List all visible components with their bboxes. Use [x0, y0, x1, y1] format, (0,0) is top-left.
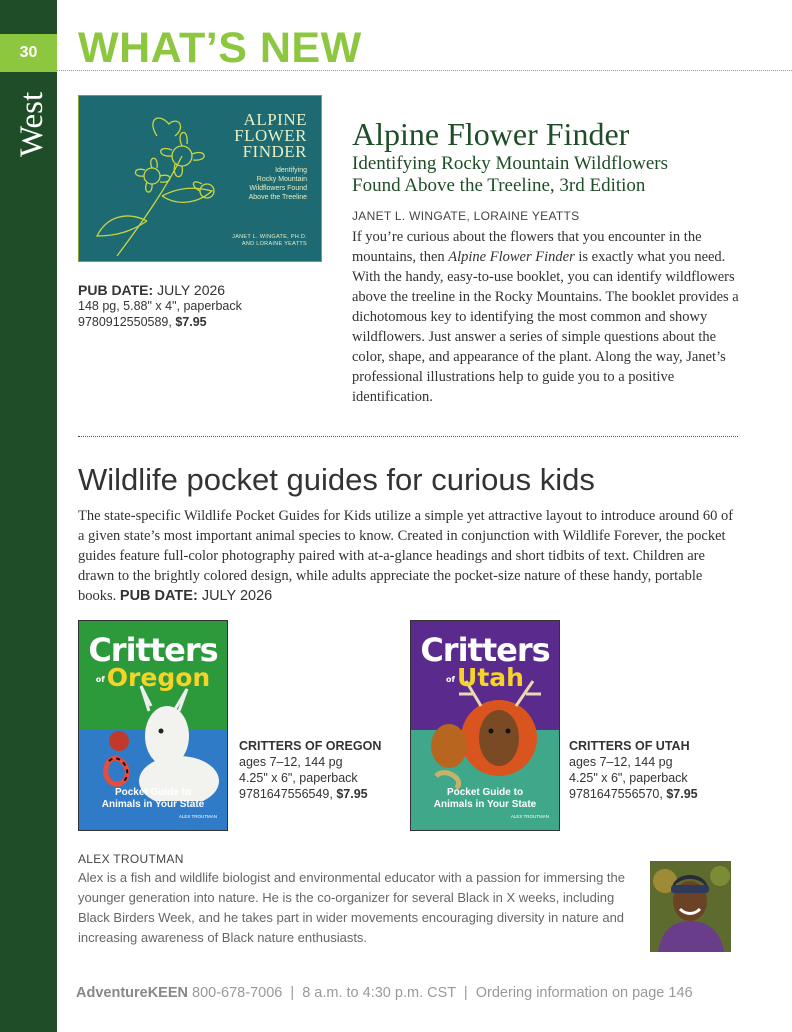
series-description: The state-specific Wildlife Pocket Guides for Kids utilize a simple yet attractive layout to introduce around 60 of a given state’s most important animal species to know. Created in conjunction with Wildlife Forever, the pocket guides feature full-color photography paired with at-a-glance headings and short tidbits of text. Children are drawn to the brightly colored design, while adults appreciate the pocket-size nature of these handy, portable books. PUB DATE: JULY 2026	[78, 508, 734, 604]
book-isbn: 9780912550589,	[78, 315, 172, 329]
oregon-book-info	[239, 738, 381, 802]
cover-title-critters: Critters	[88, 631, 218, 669]
cover-author: ALEX TROUTMAN	[178, 814, 217, 819]
header-divider	[57, 70, 792, 71]
critters-of-oregon-cover[interactable]	[78, 620, 228, 831]
book-specs: 4.25" x 6", paperback	[569, 771, 688, 785]
footer-contact: 800-678-7006 | 8 a.m. to 4:30 p.m. CST | Ordering information on page 146	[188, 985, 693, 1001]
book-price: $7.95	[175, 315, 207, 329]
cover-title-critters: Critters	[420, 631, 550, 669]
flower-illustration-icon	[87, 96, 237, 262]
cover-title: ALPINE FLOWER FINDER	[234, 110, 307, 161]
cover-author: ALEX TROUTMAN	[510, 814, 549, 819]
feature-book-description: If you’re curious about the flowers that you encounter in the mountains, then Alpine Flower Finder is exactly what you need. With the handy, easy-to-use booklet, you can identify wildflowers above the treeline in the Rocky Mountains. The booklet provides a dichotomous key to identifying the most common and showy wildflowers. Just answer a series of simple questions about the color, shape, and appearance of the plant. Along the way, Janet’s professional illustrations help to guide you to a positive identification.	[352, 229, 739, 405]
book-title: CRITTERS OF UTAH	[569, 739, 690, 753]
author-portrait-icon	[650, 861, 731, 952]
book-ages: ages 7–12, 144 pg	[239, 755, 343, 769]
cover-state: ofOregon	[95, 663, 211, 692]
footer-brand: AdventureKEEN	[76, 985, 188, 1001]
author-photo	[650, 861, 731, 952]
book-ages: ages 7–12, 144 pg	[569, 755, 673, 769]
region-label: West	[14, 91, 50, 157]
cover-tagline: Pocket Guide to Animals in Your State	[433, 787, 537, 810]
author-name: ALEX TROUTMAN	[78, 852, 184, 866]
book-isbn: 9781647556549,	[239, 787, 333, 801]
pub-date-label: PUB DATE:	[78, 282, 154, 298]
cover-subtitle: Identifying Rocky Mountain Wildflowers Found Above the Treeline	[248, 167, 307, 201]
feature-book-subtitle: Identifying Rocky Mountain Wildflowers Found Above the Treeline, 3rd Edition	[352, 153, 669, 196]
feature-book-title: Alpine Flower Finder	[352, 116, 630, 152]
section-divider	[78, 436, 738, 437]
book-title: CRITTERS OF OREGON	[239, 739, 382, 753]
book-isbn: 9781647556570,	[569, 787, 663, 801]
section-title: WHAT’S NEW	[78, 24, 362, 72]
page-footer	[76, 985, 693, 1001]
series-heading: Wildlife pocket guides for curious kids	[78, 462, 595, 497]
book-price: $7.95	[666, 787, 698, 801]
page-number: 30	[0, 34, 57, 72]
cover-tagline: Pocket Guide to Animals in Your State	[101, 787, 205, 810]
book-specs: 148 pg, 5.88" x 4", paperback	[78, 299, 242, 313]
feature-book-authors: JANET L. WINGATE, LORAINE YEATTS	[352, 209, 580, 223]
critters-of-utah-cover[interactable]	[410, 620, 560, 831]
feature-book-pubinfo	[78, 282, 242, 330]
alpine-flower-finder-cover[interactable]	[78, 95, 322, 262]
elk-icon	[411, 676, 560, 796]
cover-state: ofUtah	[446, 663, 524, 692]
book-specs: 4.25" x 6", paperback	[239, 771, 358, 785]
cover-authors: JANET L. WINGATE, PH.D. AND LORAINE YEATTS	[232, 234, 307, 247]
book-price: $7.95	[336, 787, 368, 801]
pub-date: JULY 2026	[157, 282, 226, 298]
mountain-goat-icon	[79, 681, 228, 801]
utah-book-info	[569, 738, 698, 802]
author-bio: Alex is a fish and wildlife biologist and environmental educator with a passion for immersing the younger generation into nature. He is the co-organizer for several Black in X weeks, including Black Birders Week, and he takes part in wider movements encouraging diversity in nature and increasing awareness of Black nature enthusiasts.	[78, 870, 626, 945]
